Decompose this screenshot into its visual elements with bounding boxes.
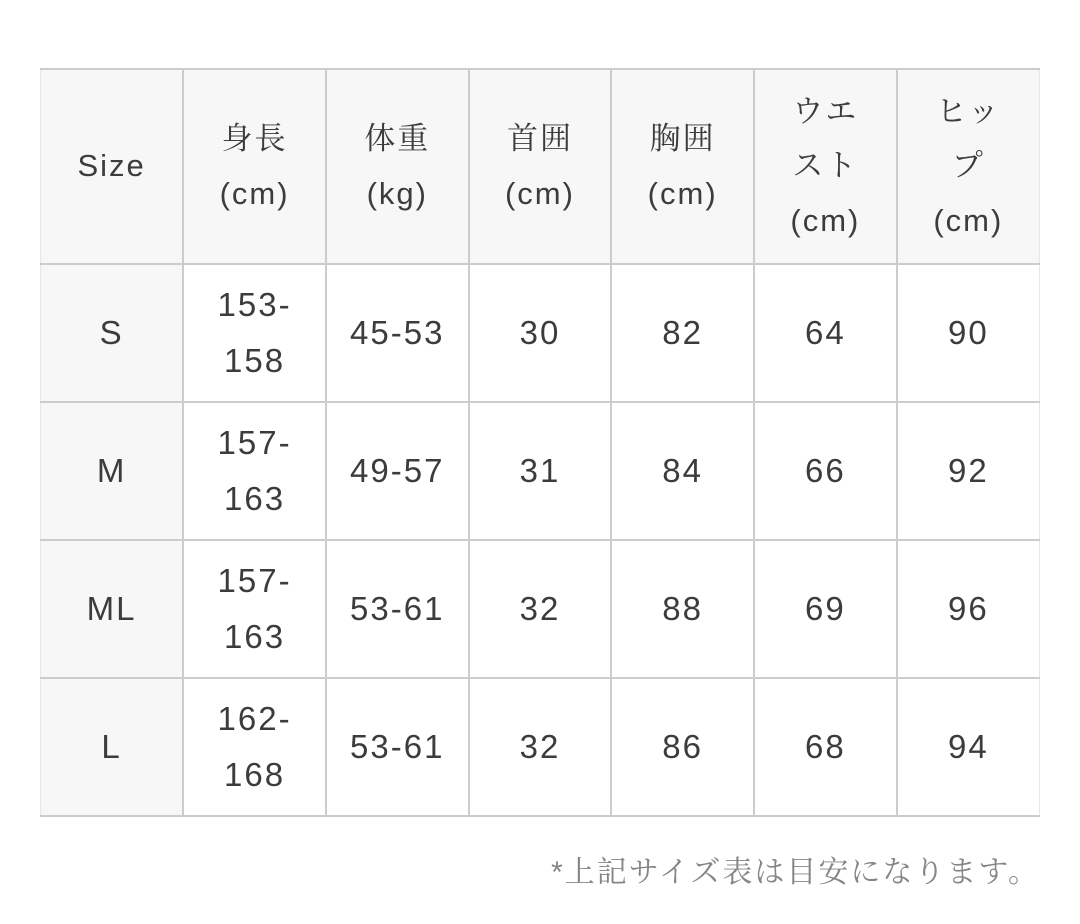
header-label: 首囲 [506, 121, 573, 157]
cell-neck: 32 [469, 678, 612, 816]
header-label: ウエ [792, 94, 859, 130]
table-row [41, 264, 1040, 402]
header-unit: (cm) [933, 202, 1004, 238]
cell-hip: 90 [897, 264, 1040, 402]
header-row [41, 69, 1040, 264]
height-range-end: 163 [224, 618, 286, 655]
cell-weight: 45-53 [326, 264, 469, 402]
cell-waist: 64 [754, 264, 897, 402]
cell-neck: 32 [469, 540, 612, 678]
cell-hip: 96 [897, 540, 1040, 678]
header-label: 胸囲 [649, 121, 716, 157]
header-cell-size [41, 69, 184, 264]
cell-neck: 31 [469, 402, 612, 540]
header-cell-height [183, 69, 326, 264]
cell-height [183, 402, 326, 540]
height-range-end: 168 [224, 756, 286, 793]
cell-weight: 49-57 [326, 402, 469, 540]
cell-chest: 84 [611, 402, 754, 540]
cell-size-label: M [41, 402, 184, 540]
cell-size-label: S [41, 264, 184, 402]
header-label: 体重 [364, 121, 431, 157]
cell-neck: 30 [469, 264, 612, 402]
header-label: 身長 [221, 121, 288, 157]
size-chart-table [40, 68, 1040, 817]
table-row [41, 402, 1040, 540]
header-unit: (cm) [219, 175, 290, 211]
header-cell-neck [469, 69, 612, 264]
header-unit: (kg) [366, 175, 428, 211]
header-cell-weight [326, 69, 469, 264]
header-label: Size [77, 148, 146, 184]
cell-size-label: L [41, 678, 184, 816]
cell-size-label: ML [41, 540, 184, 678]
cell-height [183, 678, 326, 816]
size-chart-header [41, 69, 1040, 264]
header-unit: (cm) [790, 202, 861, 238]
size-chart-disclaimer: *上記サイズ表は目安になります。 [551, 856, 1040, 889]
header-unit: (cm) [647, 175, 718, 211]
cell-chest: 86 [611, 678, 754, 816]
cell-waist: 66 [754, 402, 897, 540]
header-label: ヒッ [935, 94, 1001, 130]
cell-chest: 88 [611, 540, 754, 678]
height-range-start: 157- [217, 423, 292, 461]
header-unit: (cm) [504, 175, 575, 211]
cell-hip: 92 [897, 402, 1040, 540]
height-range-end: 163 [224, 480, 286, 517]
cell-weight: 53-61 [326, 540, 469, 678]
cell-height [183, 540, 326, 678]
cell-waist: 68 [754, 678, 897, 816]
height-range-start: 157- [217, 561, 292, 599]
header-cell-hip [897, 69, 1040, 264]
cell-height [183, 264, 326, 402]
height-range-end: 158 [224, 342, 286, 379]
header-cell-chest [611, 69, 754, 264]
table-row [41, 678, 1040, 816]
height-range-start: 153- [217, 285, 292, 323]
header-label: プ [951, 148, 985, 184]
cell-weight: 53-61 [326, 678, 469, 816]
cell-waist: 69 [754, 540, 897, 678]
header-cell-waist [754, 69, 897, 264]
cell-chest: 82 [611, 264, 754, 402]
height-range-start: 162- [217, 699, 292, 737]
header-label: スト [792, 148, 859, 184]
cell-hip: 94 [897, 678, 1040, 816]
table-row [41, 540, 1040, 678]
size-chart-body [41, 264, 1040, 816]
